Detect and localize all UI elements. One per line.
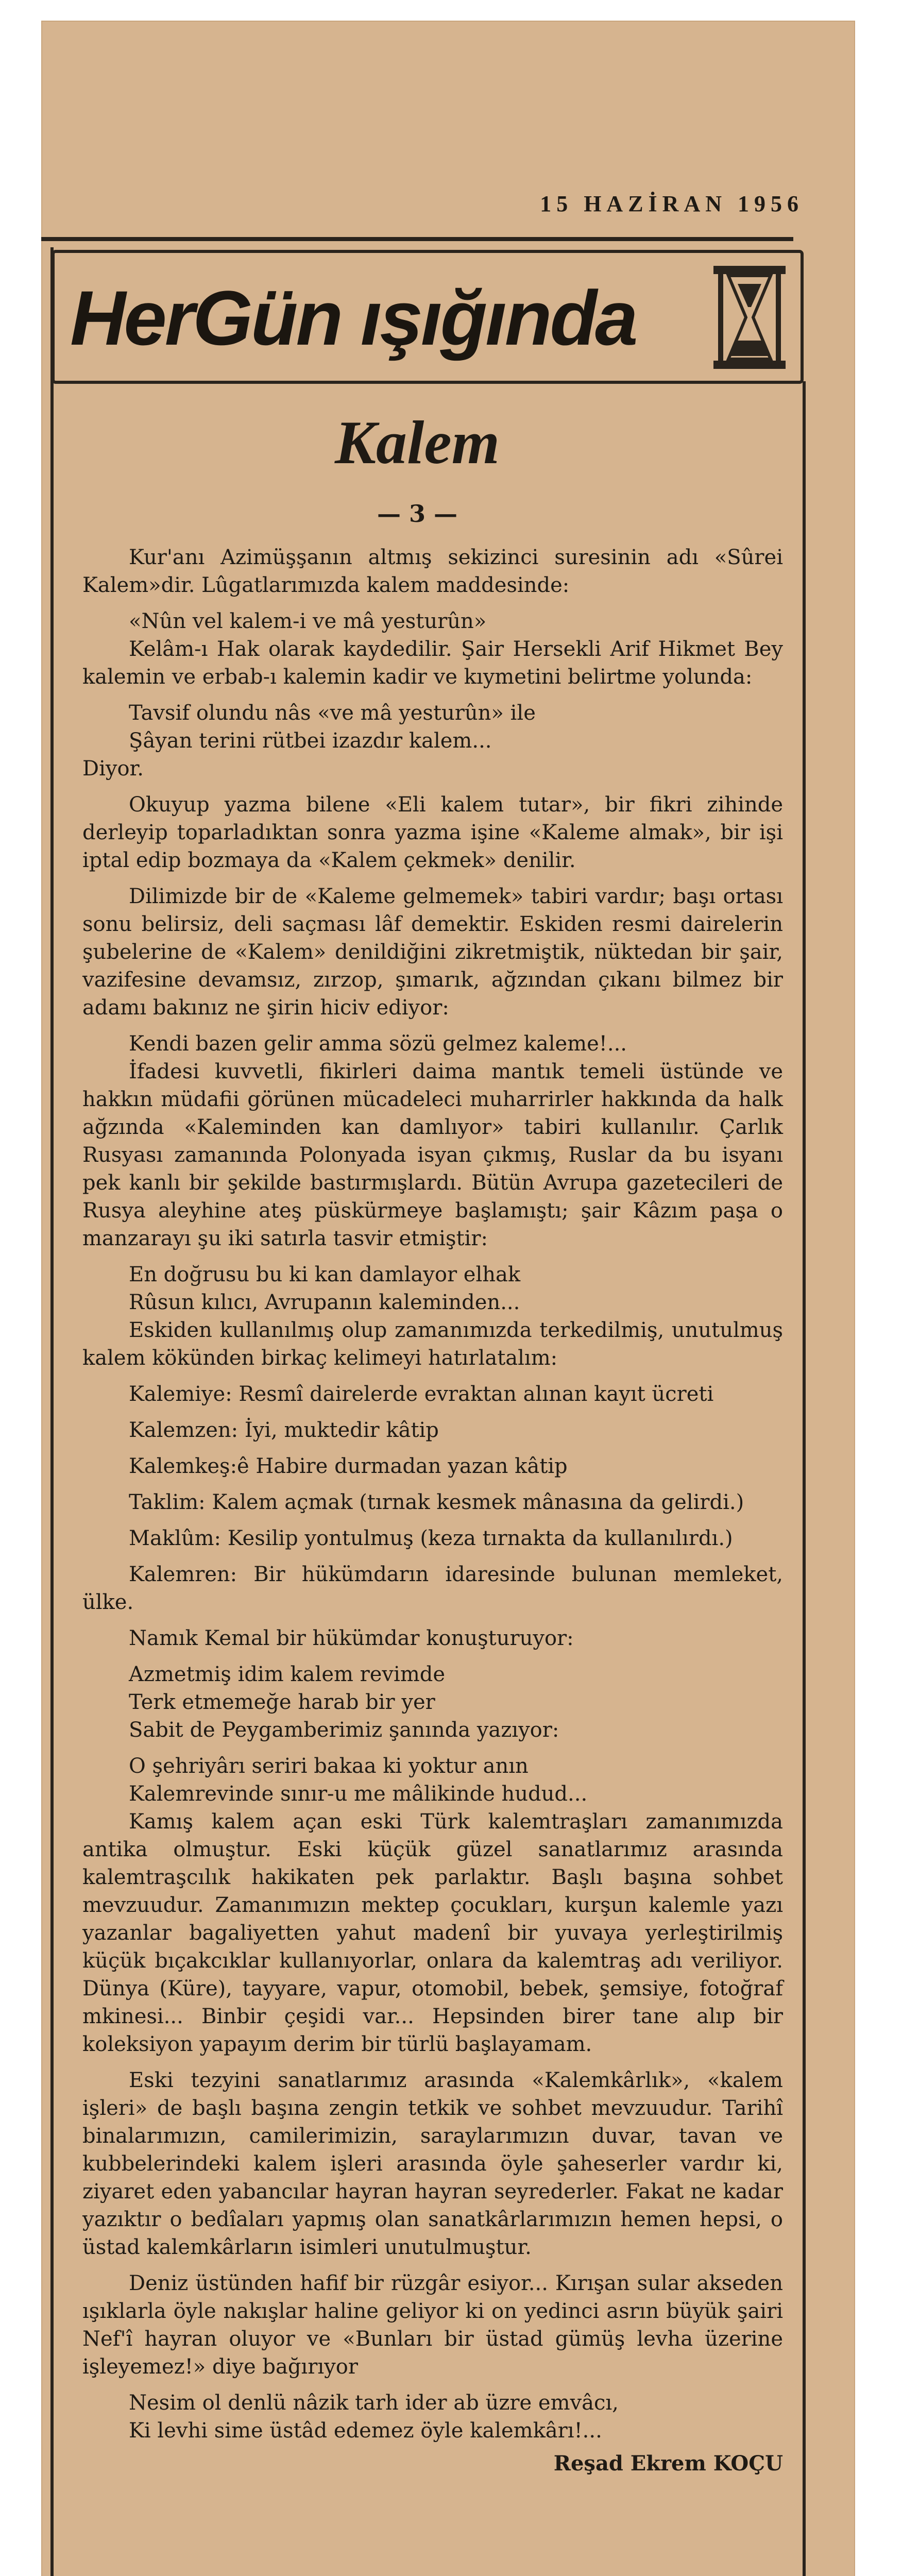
article-paragraph: Diyor.	[82, 757, 144, 781]
verse-line: Şâyan terini rütbei izazdır kalem...	[129, 729, 492, 753]
masthead-title: HerGün ışığında	[70, 275, 636, 361]
article-title: Kalem	[335, 408, 500, 477]
verse-line: O şehriyârı seriri bakaa ki yoktur anın	[129, 1754, 529, 1778]
hourglass-icon	[711, 263, 788, 371]
article-part-number: — 3 —	[377, 500, 458, 528]
article-paragraph: Kamış kalem açan eski Türk kalemtraşları zamanımızda antika olmuştur. Eski küçük güzel sanatlarımız arasında kalemtraşcılık hakikaten pek parlaktır. Başlı başına sohbet mevzuudur. Zamanımızın mektep çocukları, kurşun kalemle yazı yazanlar bagaliyetten yahut madenî bir yuvaya yerleştirilmiş küçük bıçakcıklar kullanıyorlar, onlara da kalemtraş adı veriliyor. Dünya (Küre), tayyare, vapur, otomobil, bebek, şemsiye, fotoğraf mkinesi... Binbir çeşidi var... Hepsinden birer tane alıp bir koleksiyon yapayım derim bir türlü başlayamam.	[82, 1810, 783, 2056]
article-paragraph: Eski tezyini sanatlarımız arasında «Kalemkârlık», «kalem işleri» de başlı başına zengin tetkik ve sohbet mevzuudur. Tarihî binalarımızın, camilerimizin, saraylarımızın duvar, tavan ve kubbelerindeki kalem işleri arasında öyle şaheserler vardır ki, ziyaret eden yabancılar hayran hayran seyrederler. Fakat ne kadar yazıktır o bedîaları yapmış olan sanatkârlarımızın hemen hepsi, o üstad kalemkârların isimleri unutulmuştur.	[82, 2069, 783, 2259]
article-paragraph: Kalemren: Bir hükümdarın idaresinde bulunan memleket, ülke.	[82, 1563, 783, 1614]
article-paragraph: Maklûm: Kesilip yontulmuş (keza tırnakta da kullanılırdı.)	[129, 1527, 733, 1550]
verse-line: Rûsun kılıcı, Avrupanın kaleminden...	[129, 1291, 520, 1314]
article-paragraph: Okuyup yazma bilene «Eli kalem tutar», bir fikri zihinde derleyip toparladıktan sonra yazma işine «Kaleme almak», bir işi iptal edip bozmaya da «Kalem çekmek» denilir.	[82, 793, 783, 872]
article-paragraph: Namık Kemal bir hükümdar konuşturuyor:	[129, 1626, 574, 1650]
article-body	[82, 544, 783, 2478]
verse-line: Ki levhi sime üstâd edemez öyle kalemkârı!...	[129, 2419, 602, 2443]
verse-line: Azmetmiş idim kalem revimde	[129, 1663, 446, 1686]
verse-line: En doğrusu bu ki kan damlayor elhak	[129, 1263, 521, 1286]
author-signature: Reşad Ekrem KOÇU	[553, 2451, 783, 2476]
article-paragraph: Kelâm-ı Hak olarak kaydedilir. Şair Hersekli Arif Hikmet Bey kalemin ve erbab-ı kalemin kadir ve kıymetini belirtme yolunda:	[82, 637, 783, 689]
article-paragraph: Sabit de Peygamberimiz şanında yazıyor:	[129, 1718, 559, 1742]
right-column-rule	[803, 381, 806, 2576]
article-paragraph: Kalemkeş:ê Habire durmadan yazan kâtip	[129, 1454, 568, 1478]
article-paragraph: Taklim: Kalem açmak (tırnak kesmek mânasına da gelirdi.)	[129, 1490, 744, 1514]
column-masthead	[52, 250, 804, 384]
article-paragraph: Dilimizde bir de «Kaleme gelmemek» tabiri vardır; başı ortası sonu belirsiz, deli saçması lâf demektir. Eskiden resmi dairelerin şubelerine de «Kalem» denildiğini zikretmiştik, nüktedan bir şair, vazifesine devamsız, zırzop, şımarık, ağzından çıkanı bilmez bir adamı bakınız ne şirin hiciv ediyor:	[82, 885, 783, 1020]
verse-line: Kalemrevinde sınır-u me mâlikinde hudud...	[129, 1782, 588, 1806]
header-rule	[41, 237, 793, 241]
article-paragraph: Eskiden kullanılmış olup zamanımızda terkedilmiş, unutulmuş kalem kökünden birkaç kelimeyi hatırlatalım:	[82, 1318, 783, 1370]
left-column-rule	[50, 247, 54, 2576]
article-paragraph: Kalemzen: İyi, muktedir kâtip	[129, 1418, 439, 1442]
article-paragraph: Kur'anı Azimüşşanın altmış sekizinci suresinin adı «Sûrei Kalem»dir. Lûgatlarımızda kalem maddesinde:	[82, 546, 783, 597]
verse-line: Kendi bazen gelir amma sözü gelmez kaleme!...	[129, 1032, 627, 1056]
newspaper-clipping	[41, 21, 855, 2576]
verse-line: Tavsif olundu nâs «ve mâ yesturûn» ile	[129, 701, 536, 725]
verse-line: Terk etmemeğe harab bir yer	[129, 1690, 435, 1714]
article-paragraph: Kalemiye: Resmî dairelerde evraktan alınan kayıt ücreti	[129, 1382, 714, 1406]
article-paragraph: İfadesi kuvvetli, fikirleri daima mantık temeli üstünde ve hakkın müdafii görünen mücadeleci muharrirler hakkında da halk ağzında «Kaleminden kan damlıyor» tabiri kullanılır. Çarlık Rusyası zamanında Polonyada isyan çıkmış, Ruslar da bu isyanı pek kanlı bir şekilde bastırmışlardı. Bütün Avrupa gazetecileri de Rusya aleyhine ateş püskürmeye başlamıştı; şair Kâzım paşa o manzarayı şu iki satırla tasvir etmiştir:	[82, 1060, 783, 1250]
verse-line: «Nûn vel kalem-i ve mâ yesturûn»	[129, 609, 487, 633]
verse-line: Nesim ol denlü nâzik tarh ider ab üzre emvâcı,	[129, 2391, 619, 2415]
article-paragraph: Deniz üstünden hafif bir rüzgâr esiyor... Kırışan sular akseden ışıklarla öyle nakışlar haline geliyor ki on yedinci asrın büyük şairi Nef'î hayran oluyor ve «Bunları bir üstad gümüş levha üzerine işleyemez!» diye bağırıyor	[82, 2272, 783, 2379]
issue-date: 15 HAZİRAN 1956	[540, 191, 804, 216]
